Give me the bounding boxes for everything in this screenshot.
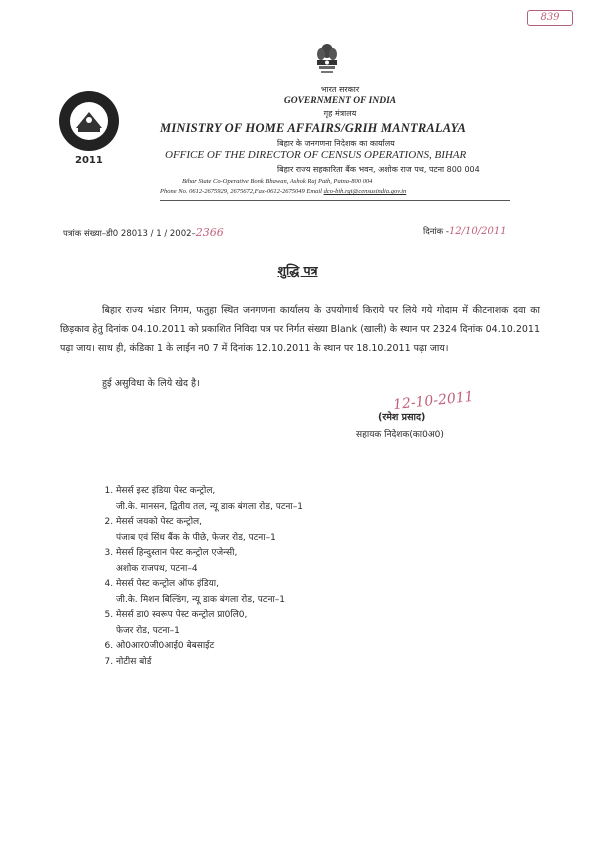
date-handwritten: 12/10/2011 (448, 226, 507, 237)
census-year: 2011 (75, 155, 103, 166)
recipient-address: जी.के. मिशन बिल्डिंग, न्यू डाक बंगला रोड, पटना–1 (116, 594, 286, 605)
address-english: Bihar State Co-Operative Bonk Bhawan, Ashok Raj Path, Patna-800 004 (182, 178, 373, 185)
ministry-english: MINISTRY OF HOME AFFAIRS/GRIH MANTRALAYA (160, 121, 467, 135)
recipient-address: जी.के. मानसन, द्वितीय तल, न्यू डाक बंगला रोड, पटना–1 (116, 501, 303, 512)
corrigendum-body: बिहार राज्य भंडार निगम, फतुहा स्थित जनगणना कार्यालय के उपयोगार्थ किराये पर लिये गये गोदाम में कीटनाशक दवा का छिड़काव हेतु दिनांक 04.10.2011 को प्रकाशित निविदा पत्र पर निर्गत संख्या Blank (खाली) के स्थान पर 2324 दिनांक 04.10.2011 पढ़ा जाय। साथ ही, कंडिका 1 के लाईन न0 7 में दिनांक 12.10.2011 के स्थान पर 18.10.2011 पढ़ा जाय। (60, 305, 540, 354)
document-title (0, 262, 595, 279)
list-item (116, 639, 303, 655)
address-hindi: बिहार राज्य सहकारिता बैंक भवन, अशोक राज पथ, पटना 800 004 (277, 165, 480, 174)
recipient-list (98, 484, 303, 670)
government-english: GOVERNMENT OF INDIA (283, 96, 397, 106)
list-item (116, 655, 303, 671)
signatory-name: (रमेश प्रसाद) (378, 412, 426, 423)
census-seal-icon (58, 90, 120, 152)
contact-line (160, 188, 406, 195)
national-emblem-icon (313, 42, 341, 82)
office-english: OFFICE OF THE DIRECTOR OF CENSUS OPERATIONS, BIHAR (165, 149, 467, 161)
list-item (116, 608, 303, 639)
recipient-name: मेसर्स हिन्दुस्तान पेस्ट कन्ट्रोल एजेन्सी, (116, 548, 238, 558)
phone-fax: Phone No. 0612-2675929, 2675672,Fax-0612-2675049 Email (160, 188, 324, 195)
reference-number (63, 226, 224, 239)
recipient-name: नोटीस बोर्ड (116, 656, 152, 667)
reference-handwritten: 2366 (195, 226, 224, 239)
government-hindi: भारत सरकार (320, 85, 360, 94)
recipient-name: ओ0आर0जी0आई0 बेबसाईट (116, 641, 215, 651)
recipient-address: फेजर रोड, पटना–1 (116, 625, 180, 636)
ministry-hindi: गृह मंत्रालय (323, 109, 357, 118)
recipient-name: मेसर्स जयको पेस्ट कन्ट्रोल, (116, 517, 202, 527)
list-item (116, 577, 303, 608)
regret-line: हुई असुविधा के लिये खेद है। (102, 378, 200, 389)
letter-date (423, 226, 507, 237)
office-hindi: बिहार के जनगणना निदेशक का कार्यालय (277, 139, 395, 148)
recipient-address: अशोक राजपथ, पटना–4 (116, 563, 198, 574)
recipient-name: मेसर्स पेस्ट कन्ट्रोल ऑफ इंडिया, (116, 579, 219, 589)
title-text: शुद्धि पत्र (277, 263, 318, 278)
recipient-address: पंजाब एवं सिंध बैंक के पीछे, फेजर रोड, पटना–1 (116, 532, 276, 543)
header-divider (160, 200, 510, 201)
office-stamp (527, 10, 573, 26)
list-item (116, 515, 303, 546)
recipient-name: मेसर्स इस्ट इंडिया पेस्ट कन्ट्रोल, (116, 486, 216, 496)
stamp-number: 839 (540, 12, 560, 23)
email-link[interactable]: dco-bih.rgi@censusindia.gov.in (323, 188, 407, 195)
handwritten-signature: 12-10-2011 (392, 388, 475, 414)
list-item (116, 546, 303, 577)
recipient-name: मेसर्स डा0 स्वरूप पेस्ट कन्ट्रोल प्रा0लि0, (116, 610, 248, 620)
date-label: दिनांक - (423, 227, 449, 237)
signatory-designation: सहायक निदेशक(का0अ0) (356, 430, 444, 440)
reference-label: पत्रांक संख्या–डी0 28013 / 1 / 2002– (63, 229, 196, 239)
list-item (116, 484, 303, 515)
